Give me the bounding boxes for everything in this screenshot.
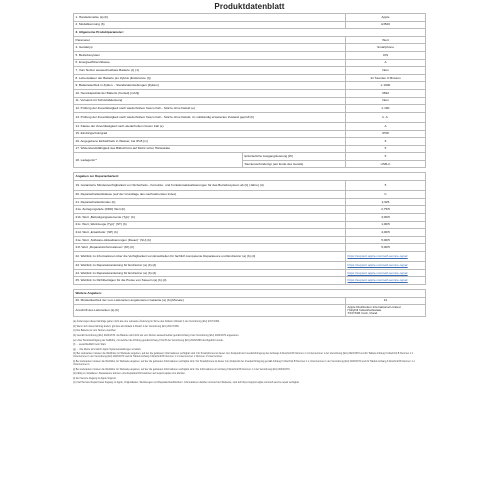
- row-label: 23. Weblink zu Reparaturanleitung für Endnutzer (a) (b) (d): [74, 262, 346, 270]
- row-value: [346, 262, 426, 270]
- row-label: 5. Betriebssystem: [74, 51, 346, 59]
- charger-subtable: [74, 153, 345, 167]
- row-value: A3520: [346, 21, 426, 29]
- row-value: 6: [346, 138, 426, 146]
- row-value: Nein: [346, 97, 426, 105]
- footnote: (a) Änderungen dieser Einträge gelten nicht als eine relevante Änderung im Sinne des Artikels 4 Absatz 4 der Verordnung (EU) 2017/1369.: [73, 320, 220, 324]
- row-value: 2,75/5: [346, 206, 426, 214]
- charger-sub-label: Steckerverbindertyp (am Ende des Geräts): [243, 160, 346, 167]
- footnote: (g) … Die Werte sind durch Apple Systemeinstellungen ermittelt.: [73, 347, 142, 351]
- table-row: [74, 130, 426, 138]
- footnote: (d) Gemäß Verordnung (EU) 2023/1670: die Batterie wird nicht als vom Nutzer auswechselbar gemäß Anhang II der Verordnung (EU) 2023/1670 angesehen.: [73, 333, 240, 337]
- row-label: 15. Eindringschutzgrad: [74, 130, 346, 138]
- row-label: 4. Gerätetyp: [74, 44, 346, 52]
- charger-subrow: [74, 153, 345, 160]
- table-row: [74, 214, 426, 222]
- row-value: Smartphone: [346, 44, 426, 52]
- row-value: [346, 277, 426, 285]
- table-row: [74, 221, 426, 229]
- row-value: 12: [346, 297, 426, 305]
- footnote: (k) Fähig zu installieren; Reparateure können eine Reparaturinformationen auf support.apple.com abrufen.: [73, 372, 186, 376]
- row-label: 21a. Zerlegungstiefe (DDD) Wert (b): [74, 206, 346, 214]
- section-heading: Angaben zur Reparierbarkeit:: [74, 173, 426, 181]
- table-row: [74, 112, 426, 122]
- row-value: 4,00/5: [346, 229, 426, 237]
- row-label: [74, 153, 346, 168]
- row-label: 10. Nennkapazität der Batterie (Coded) [mAh]): [74, 89, 346, 97]
- charger-value-row: [346, 160, 425, 167]
- row-value: IP68: [346, 130, 426, 138]
- table-row: [74, 122, 426, 130]
- charger-row: [74, 153, 426, 168]
- row-value: iOS: [346, 51, 426, 59]
- row-label: 2. Modellkennung (b): [74, 21, 346, 29]
- row-value: ≥ 180: [346, 105, 426, 113]
- row-value: 5,00/5: [346, 236, 426, 244]
- supplier-address: Apple Distribution International Limited Hollyhill Industrial Estate T23YK84 Cork, Irland: [346, 305, 426, 317]
- footnote: (b) Wenn sich dieser Eintrag ändert, gilt dies als Artikels 4 Absatz 4 der Verordnung (EU) 2017/1369.: [73, 324, 180, 328]
- row-label: 6. Energieeffizienzklasse: [74, 59, 346, 67]
- datasheet-table: [73, 13, 426, 317]
- footnote: (m) Self Service Repair bietet Zugang zu Apple, Originalteilen, Werkzeugen und Reparaturhandbüchern. Informationen darüber sind auf der Webseite, sind auf https://support.apple.com/self-service-repair verfügbar.: [73, 381, 300, 385]
- row-value: 1,00/5: [346, 221, 426, 229]
- row-label: 25. Weblink zu Richtbeträgen für die Preise von Steuern (a) (b) (d): [74, 277, 346, 285]
- repair-info-link[interactable]: https://support.apple.com/self-service-repair: [347, 262, 408, 267]
- table-row: [74, 21, 426, 29]
- section-general-params: [74, 29, 426, 37]
- row-label: 24. Weblink zu Reparaturanleitung für Endnutzer (a) (b) (d): [74, 269, 346, 277]
- table-row: [74, 269, 426, 277]
- row-label: 13. Prüfung der Zuverlässigkeit nach wiederholtem freiem Fall – Stürze ohne Defekt, im vollständig erweiterten Zustand geprüft (h): [74, 112, 346, 122]
- table-row: [74, 74, 426, 82]
- table-row: [74, 191, 426, 199]
- row-value: A: [346, 122, 426, 130]
- row-label: 7. Vom Nutzer auswechselbare Batterie (c) (1): [74, 67, 346, 75]
- row-label: 16. Angegebene Einfachtiefe in Wasser, bei IPx8 [m]: [74, 138, 346, 146]
- row-value: 3,00/5: [346, 214, 426, 222]
- table-row: [74, 89, 426, 97]
- table-row: [74, 138, 426, 146]
- footnote: (l) Der Service Zugang ist Apple Support.: [73, 376, 117, 380]
- table-row: [74, 277, 426, 285]
- table-row: [74, 297, 426, 305]
- section-heading: Weitere Angaben:: [74, 289, 426, 297]
- section-repairability: [74, 173, 426, 181]
- page-title: Produktdatenblatt: [214, 2, 285, 11]
- row-value: 5: [346, 145, 426, 153]
- param-header-row: [74, 36, 426, 44]
- charger-values: [346, 153, 425, 167]
- row-value: 2,925: [346, 198, 426, 206]
- charger-value-row: [346, 153, 425, 160]
- table-row: [74, 97, 426, 105]
- row-value: C: [346, 191, 426, 199]
- section-further-info: [74, 289, 426, 297]
- table-row: [74, 82, 426, 90]
- row-label: 14. Klasse der Zuverlässigkeit nach wiederholtem freiem Fall (e): [74, 122, 346, 130]
- row-label: 8. Lebensdauer der Batterie pro Zyklus (Endurance (f)): [74, 74, 346, 82]
- footnote: (h) Bei Lieferanten müssen die Weblinks zur Webseite angeben, auf der die gelisteten Informationen verfügbar sind. Für Smartphones ist dieser zum Zeitpunkt der Inverkehrbringung des Anhangs II Abschnitt B Nummer 1.1 Unternummer 1 der Verordnung (EU) 2023/1670 und für Tablets Anhang II Abschnitt B Nummer 1.1 Unternummer 1 der Verordnung (EU) 2023/1670 und für Tablets Anhang II Abschnitt B Nummer 1.1 Unternummer 1 Nummer 1 Unternummer.: [73, 352, 414, 359]
- repair-info-link[interactable]: https://support.apple.com/self-service-repair: [347, 270, 408, 275]
- footnote: (e) Unter Berücksichtigung der Fallhöhe, mit welcher die Prüfung gemäß Anhang II Teil B der Verordnung (EU) 2023/1669 durchgeführt wurde.: [73, 338, 224, 342]
- table-row: [74, 14, 426, 22]
- row-value: 5: [346, 181, 426, 191]
- row-value: A: [346, 59, 426, 67]
- charger-value: 5: [346, 153, 425, 160]
- row-label: 19. Garantierte Mindestverfügbarkeit von Sicherheits-, Korrektur- und Funktionsaktualisierungen für das Betriebssystem ab (b) (Jahre) (d): [74, 181, 346, 191]
- row-label: 21b. Wert „Befestigungselemente (Typ)“ (b): [74, 214, 346, 222]
- row-label: 21f. Wert „Reparaturinformationen“ (RI) (b): [74, 244, 346, 252]
- row-value: Apple: [346, 14, 426, 22]
- row-label: Parameter: [74, 36, 346, 44]
- row-label: 12. Prüfung der Zuverlässigkeit nach wiederholtem freiem Fall – Stürze ohne Defekt (e): [74, 105, 346, 113]
- row-value: 5,00/5: [346, 244, 426, 252]
- row-value: k. A.: [346, 112, 426, 122]
- row-label: 20. Reparierbarkeitsklasse (auf der Grundlage des nachstehenden Index): [74, 191, 346, 199]
- row-label: 21c. Wert „Werkzeuge (Typ)“ (ST) (b): [74, 221, 346, 229]
- table-row: [74, 229, 426, 237]
- row-label: 17. Widerstandsfähigkeit des Bildschirms auf Mohs´scher Härteskala: [74, 145, 346, 153]
- footnote: (f) … ausschließlich beim Start.: [73, 343, 107, 347]
- row-label: 9. Batterielaufzeit in Zyklen – Standardeinstellungen [Zyklen]: [74, 82, 346, 90]
- repair-info-link[interactable]: https://support.apple.com/self-service-repair: [347, 254, 408, 259]
- repair-info-link[interactable]: https://support.apple.com/self-service-repair: [347, 278, 408, 283]
- row-value: [346, 153, 426, 168]
- table-row: [74, 236, 426, 244]
- row-value: 3692: [346, 89, 426, 97]
- row-value: [346, 269, 426, 277]
- row-label: 21. Reparierbarkeitsindex (b): [74, 198, 346, 206]
- table-row: [74, 145, 426, 153]
- charger-value: USB-C: [380, 161, 391, 166]
- charger-label: 18. Ladegerät ᵃ: [74, 153, 243, 167]
- footnote: (c) Die Batterie ist vom Nutzer ersetzbar.: [73, 329, 117, 333]
- row-value: 41 Stunden 0 Minuten: [346, 74, 426, 82]
- table-row: [74, 262, 426, 270]
- row-value: Wert: [346, 36, 426, 44]
- charger-sub-label: Erforderliche Ausgangsleistung [W]: [243, 153, 346, 160]
- row-label: 11. Versand mit Schutzabdeckung: [74, 97, 346, 105]
- row-label: Anschrift des Lieferanten (a) (b): [74, 305, 346, 317]
- table-row: [74, 51, 426, 59]
- footnotes: [73, 320, 426, 384]
- footnote: (i) Bei Lieferanten müssen die Weblinks zur Webseite angeben, auf der die gelisteten Informationen verfügbar sind. Für Smartphones ist dieser zum Zeitpunkt der Inverkehrbringung gemäß Anhang II Abschnitt B Nummer 1.1 Unternummer 1 der Verordnung (EU) 2023/1670 und für Tablets Anhang II Abschnitt B Nummer 1.1 Unternummer 1.: [73, 359, 415, 366]
- table-row: [74, 105, 426, 113]
- row-label: 21d. Wert „Ersatzteile“ (SP) (b): [74, 229, 346, 237]
- row-label: 26. Mindestlaufzeit der vom Lieferanten angebotenen Garantie (a) (b) [Monate]: [74, 297, 346, 305]
- table-row: [74, 206, 426, 214]
- section-heading: 3. Allgemeine Produktparameter:: [74, 29, 426, 37]
- table-row: [74, 252, 426, 262]
- row-value: ≥ 1000: [346, 82, 426, 90]
- supplier-address-row: [74, 305, 426, 317]
- row-value: [346, 252, 426, 262]
- row-label: 22. Weblink zu Informationen über die Verfügbarkeit von Ersatzteilen für fachlich kompetente Reparateure und Endnutzer (a) (b) (d): [74, 252, 346, 262]
- table-row: [74, 181, 426, 191]
- row-label: 1. Handelsmarke (a) (b): [74, 14, 346, 22]
- table-row: [74, 198, 426, 206]
- datasheet-table-container: [73, 13, 426, 386]
- row-value: Nein: [346, 67, 426, 75]
- table-row: [74, 59, 426, 67]
- table-row: [74, 67, 426, 75]
- table-row: [74, 44, 426, 52]
- row-label: 21e. Wert „Software-Aktualisierungen (Dauer)“ (SU) (b): [74, 236, 346, 244]
- footnote: (j) Bei Lieferanten müssen die Weblinks zur Webseite angeben, auf der die gelisteten Informationen verfügbar sind. Die Informationen im Anhang II Abschnitt B Nummer 1.1 der Verordnung (EU) 2023/1670.: [73, 367, 291, 371]
- table-row: [74, 244, 426, 252]
